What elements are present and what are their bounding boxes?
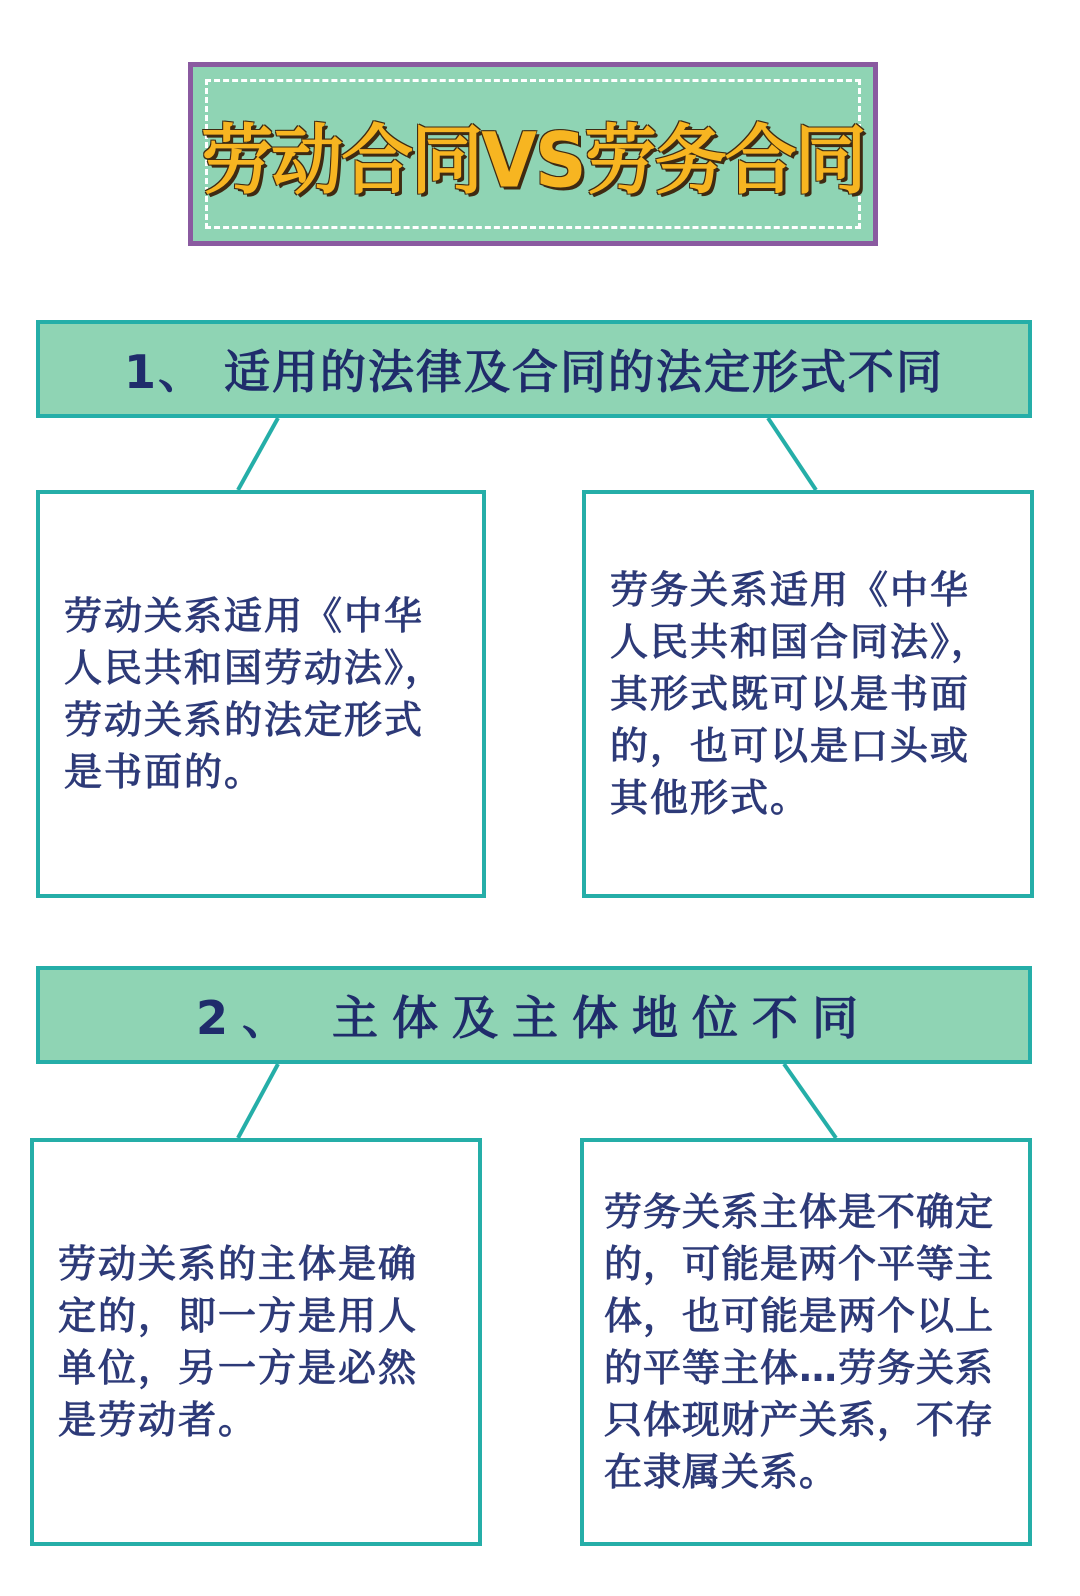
section-2-left-text: 劳动关系的主体是确定的，即一方是用人单位，另一方是必然是劳动者。 (58, 1242, 419, 1442)
section-1-right-card (582, 490, 1034, 898)
section-2-left-card (30, 1138, 482, 1546)
section-2-header (36, 966, 1032, 1064)
title-dashed-frame (201, 79, 865, 229)
connector-line-1-left (238, 418, 278, 490)
page-title: 劳动合同VS劳务合同 (201, 116, 865, 205)
section-1-heading: 1、 适用的法律及合同的法定形式不同 (123, 345, 945, 399)
connector-line-2-left (238, 1064, 278, 1138)
section-1-left-card (36, 490, 486, 898)
connector-line-2-right (784, 1064, 836, 1138)
section-1-left-text: 劳动关系适用《中华人民共和国劳动法》，劳动关系的法定形式是书面的。 (64, 594, 446, 794)
connector-line-1-right (768, 418, 816, 490)
section-1-right-text: 劳务关系适用《中华人民共和国合同法》，其形式既可以是书面的，也可以是口头或其他形式。 (610, 568, 992, 820)
title-banner (188, 62, 878, 246)
section-2-right-card (580, 1138, 1032, 1546)
section-1-header (36, 320, 1032, 418)
section-2-right-text: 劳务关系主体是不确定的，可能是两个平等主体，也可能是两个以上的平等主体…劳务关系只体现财产关系，不存在隶属关系。 (604, 1190, 995, 1494)
section-2-heading: 2、 主体及主体地位不同 (195, 991, 873, 1045)
